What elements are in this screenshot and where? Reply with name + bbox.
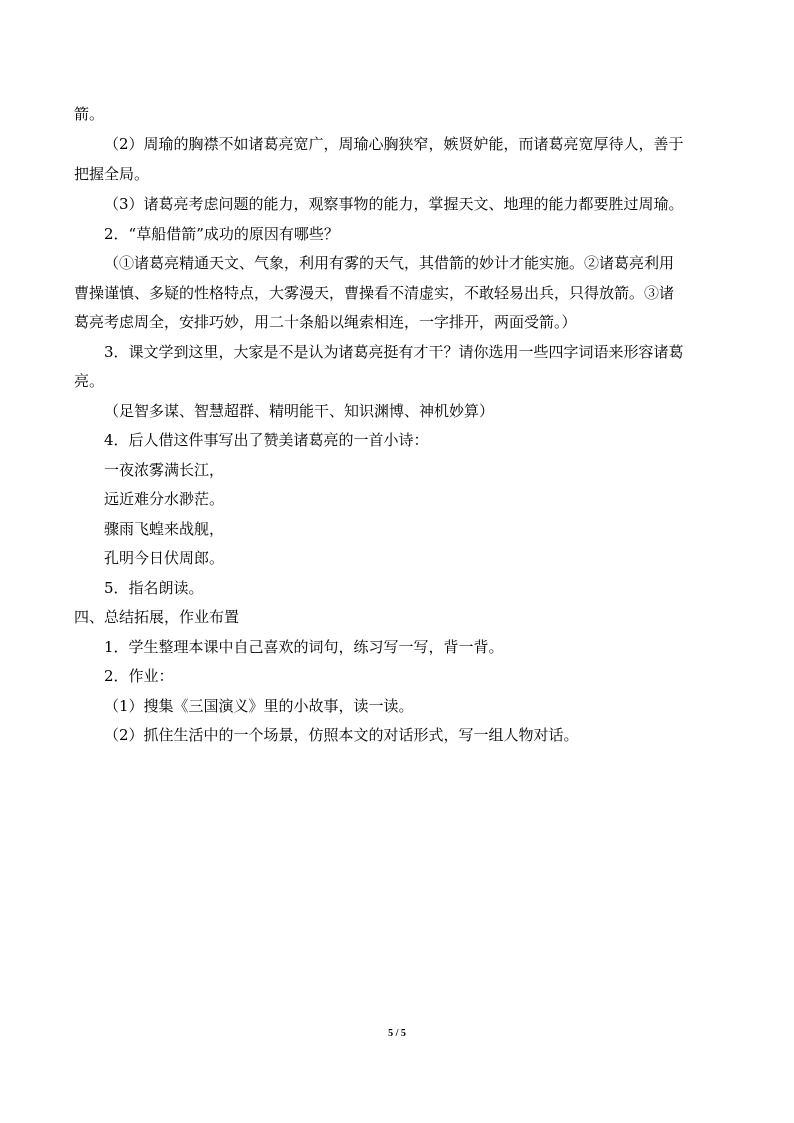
text-line: 葛亮考虑周全，安排巧妙，用二十条船以绳索相连，一字排开，两面受箭。） — [74, 313, 577, 331]
poem-line: 骤雨飞蝗来战舰， — [104, 520, 225, 538]
text-line: （①诸葛亮精通天文、气象，利用有雾的天气，其借箭的妙计才能实施。②诸葛亮利用 — [104, 254, 675, 272]
text-line: 曹操谨慎、多疑的性格特点，大雾漫天，曹操看不清虚实，不敢轻易出兵，只得放箭。③诸 — [74, 284, 675, 302]
text-line: 1．学生整理本课中自己喜欢的词句，练习写一写，背一背。 — [104, 638, 504, 656]
text-line: （3）诸葛亮考虑问题的能力，观察事物的能力，掌握天文、地理的能力都要胜过周瑜。 — [104, 195, 684, 213]
question-heading: 3．课文学到这里，大家是不是认为诸葛亮挺有才干？请你选用一些四字词语来形容诸葛 — [104, 343, 684, 361]
question-heading: 2．“草船借箭”成功的原因有哪些？ — [104, 225, 339, 243]
text-line: 2．作业： — [104, 667, 174, 685]
text-line: 亮。 — [74, 372, 105, 390]
poem-line: 一夜浓雾满长江， — [104, 461, 225, 479]
text-line: （2）抓住生活中的一个场景，仿照本文的对话形式，写一组人物对话。 — [104, 726, 579, 744]
text-line: 把握全局。 — [74, 165, 150, 183]
question-heading: 4．后人借这件事写出了赞美诸葛亮的一首小诗： — [104, 431, 429, 449]
page-number: 5 / 5 — [388, 1028, 406, 1039]
poem-line: 远近难分水渺茫。 — [104, 490, 225, 508]
text-line: （1）搜集《三国演义》里的小故事，读一读。 — [104, 697, 414, 715]
section-heading: 四、总结拓展，作业布置 — [74, 608, 240, 626]
text-line: （足智多谋、智慧超群、精明能干、知识渊博、神机妙算） — [104, 402, 495, 420]
text-line: 5．指名朗读。 — [104, 579, 204, 597]
text-line: （2）周瑜的胸襟不如诸葛亮宽广，周瑜心胸狭窄，嫉贤妒能，而诸葛亮宽厚待人，善于 — [104, 135, 684, 153]
poem-line: 孔明今日伏周郎。 — [104, 549, 225, 567]
text-line: 箭。 — [74, 105, 105, 123]
